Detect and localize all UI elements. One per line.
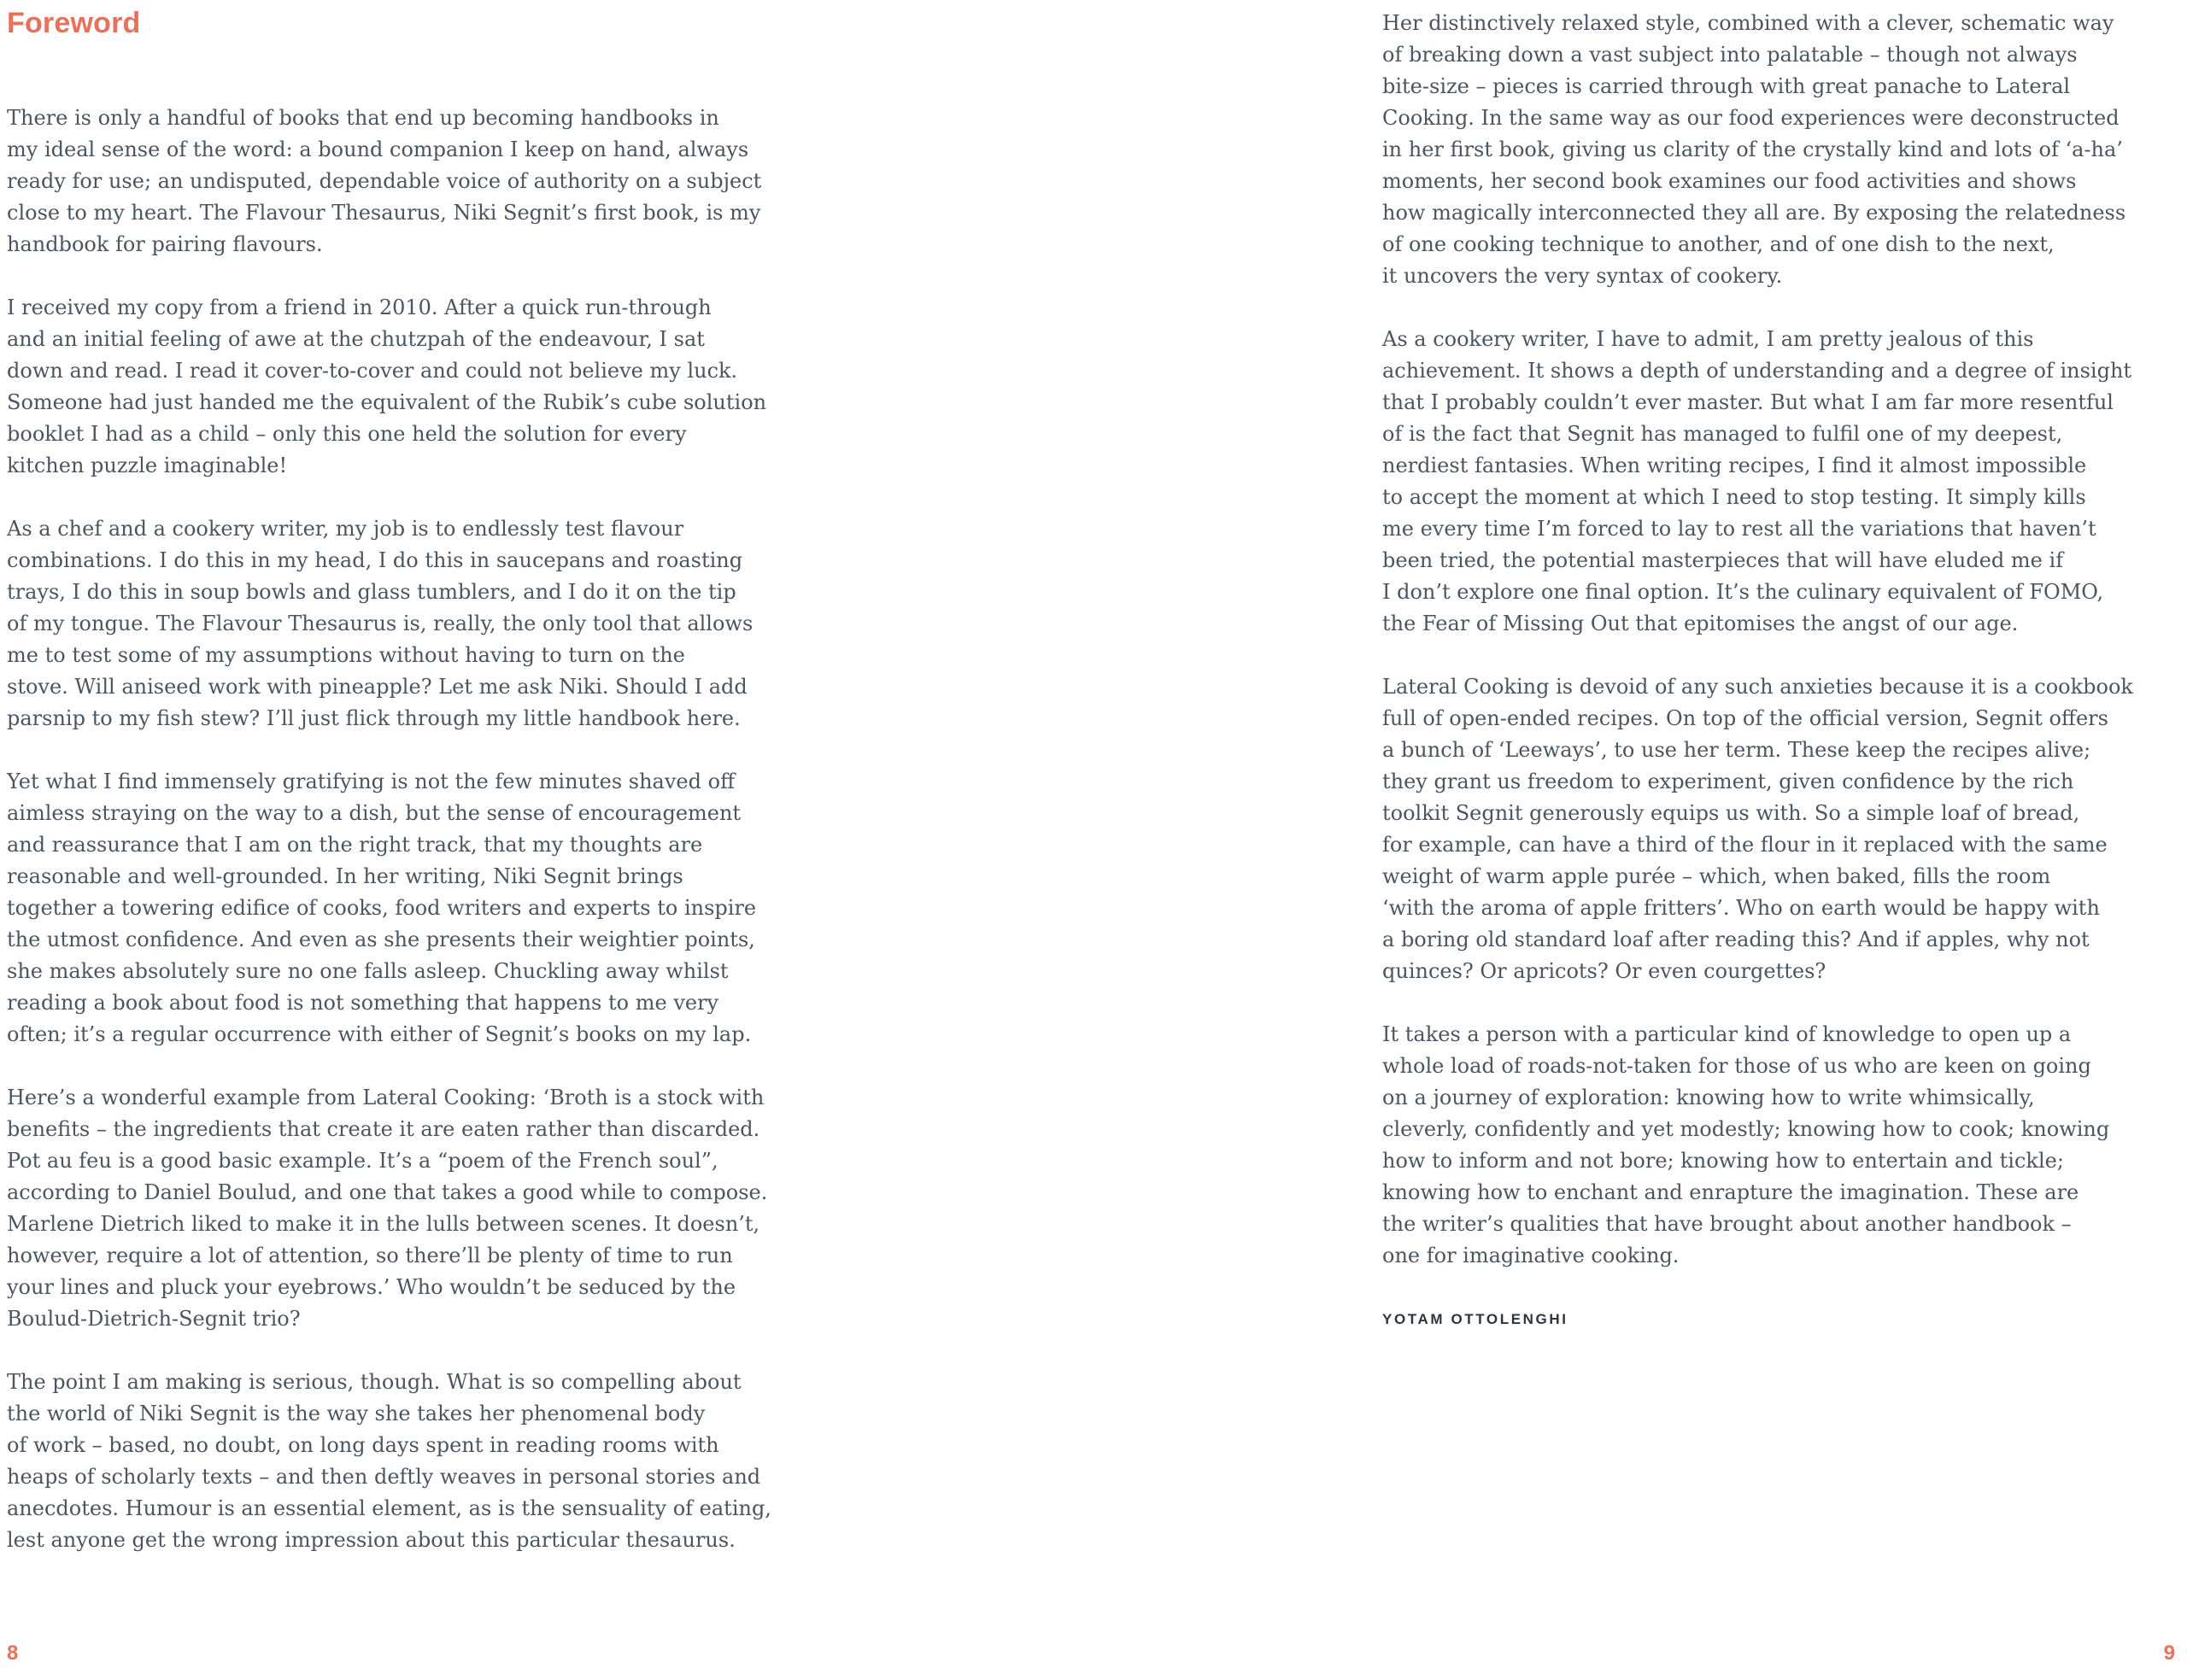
paragraph: As a chef and a cookery writer, my job is to endlessly test flavour combinations. I do this in my head, I do this in saucepans and roasting trays, I do this in soup bowls and glass tumblers, and I do it on the tip of my tongue. The Flavour Thesaurus is, really, the only tool that allows me to test some of my assumptions without having to turn on the stove. Will aniseed work with pineapple? Let me ask Niki. Should I add parsnip to my fish stew? I’ll just flick through my little handbook here. [7, 517, 753, 730]
paragraph: Yet what I find immensely gratifying is not the few minutes shaved off aimless straying on the way to a dish, but the sense of encouragement and reassurance that I am on the right track, that my thoughts are reasonable and well-grounded. In her writing, Niki Segnit brings together a towering edifice of cooks, food writers and experts to inspire the utmost confidence. And even as she presents their weightier points, she makes absolutely sure no one falls asleep. Chuckling away whilst reading a book about food is not something that happens to me very often; it’s a regular occurrence with either of Segnit’s books on my lap. [7, 770, 757, 1046]
chapter-heading: Foreword [7, 7, 141, 39]
right-body-text [1382, 8, 2168, 1335]
paragraph: It takes a person with a particular kind of knowledge to open up a whole load of roads-not-taken for those of us who are keen on going on a journey of exploration: knowing how to write whimsically, cleverly, confidently and yet modestly; knowing how to cook; knowing how to inform and not bore; knowing how to entertain and tickle; knowing how to enchant and enrapture the imagination. These are the writer’s qualities that have brought about another handbook – one for imaginative cooking. [1382, 1022, 2110, 1267]
right-page [1094, 0, 2187, 1680]
paragraph: Lateral Cooking is devoid of any such anxieties because it is a cookbook full of open-ended recipes. On top of the official version, Segnit offers a bunch of ‘Leeways’, to use her term. These keep the recipes alive; they grant us freedom to experiment, given confidence by the rich toolkit Segnit generously equips us with. So a simple loaf of bread, for example, can have a third of the flour in it replaced with the same weight of warm apple purée – which, when baked, fills the room ‘with the aroma of apple fritters’. Who on earth would be happy with a boring old standard loaf after reading this? And if apples, why not quinces? Or apricots? Or even courgettes? [1382, 675, 2133, 983]
paragraph: There is only a handful of books that end up becoming handbooks in my ideal sense of the word: a bound companion I keep on hand, always ready for use; an undisputed, dependable voice of authority on a subject close to my heart. The Flavour Thesaurus, Niki Segnit’s first book, is my handbook for pairing flavours. [7, 106, 762, 256]
paragraph: I received my copy from a friend in 2010. After a quick run-through and an initial feeling of awe at the chutzpah of the endeavour, I sat down and read. I read it cover-to-cover and could not believe my luck. Someone had just handed me the equivalent of the Rubik’s cube solution booklet I had as a child – only this one held the solution for every kitchen puzzle imaginable! [7, 296, 767, 477]
author-signature: YOTAM OTTOLENGHI [1382, 1311, 1568, 1327]
paragraph: Her distinctively relaxed style, combined with a clever, schematic way of breaking down a vast subject into palatable – though not always bite-size – pieces is carried through with great panache to Lateral Cooking. In the same way as our food experiences were deconstructed in her first book, giving us clarity of the crystally kind and lots of ‘a-ha’ moments, her second book examines our food activities and shows how magically interconnected they all are. By exposing the relatedness of one cooking technique to another, and of one dish to the next, it uncovers the very syntax of cookery. [1382, 11, 2126, 288]
page-number-left: 8 [7, 1642, 19, 1665]
paragraph: Here’s a wonderful example from Lateral Cooking: ‘Broth is a stock with benefits – the ingredients that create it are eaten rather than discarded. Pot au feu is a good basic example. It’s a “poem of the French soul”, according to Daniel Boulud, and one that takes a good while to compose. Marlene Dietrich liked to make it in the lulls between scenes. It doesn’t, however, require a lot of attention, so there’ll be plenty of time to run your lines and pluck your eyebrows.’ Who wouldn’t be seduced by the Boulud-Dietrich-Segnit trio? [7, 1086, 768, 1331]
paragraph: The point I am making is serious, though. What is so compelling about the world of Niki Segnit is the way she takes her phenomenal body of work – based, no doubt, on long days spent in reading rooms with heaps of scholarly texts – and then deftly weaves in personal stories and anecdotes. Humour is an essential element, as is the sensuality of eating, lest anyone get the wrong impression about this particular thesaurus. [7, 1370, 771, 1552]
left-body-text [7, 102, 827, 1588]
paragraph: As a cookery writer, I have to admit, I am pretty jealous of this achievement. It shows a depth of understanding and a degree of insight that I probably couldn’t ever master. But what I am far more resentful of is the fact that Segnit has managed to fulfil one of my deepest, nerdiest fantasies. When writing recipes, I find it almost impossible to accept the moment at which I need to stop testing. It simply kills me every time I’m forced to lay to rest all the variations that haven’t been tried, the potential masterpieces that will have eluded me if I don’t explore one final option. It’s the culinary equivalent of FOMO, the Fear of Missing Out that epitomises the angst of our age. [1382, 327, 2132, 635]
page-number-right: 9 [2163, 1642, 2175, 1665]
